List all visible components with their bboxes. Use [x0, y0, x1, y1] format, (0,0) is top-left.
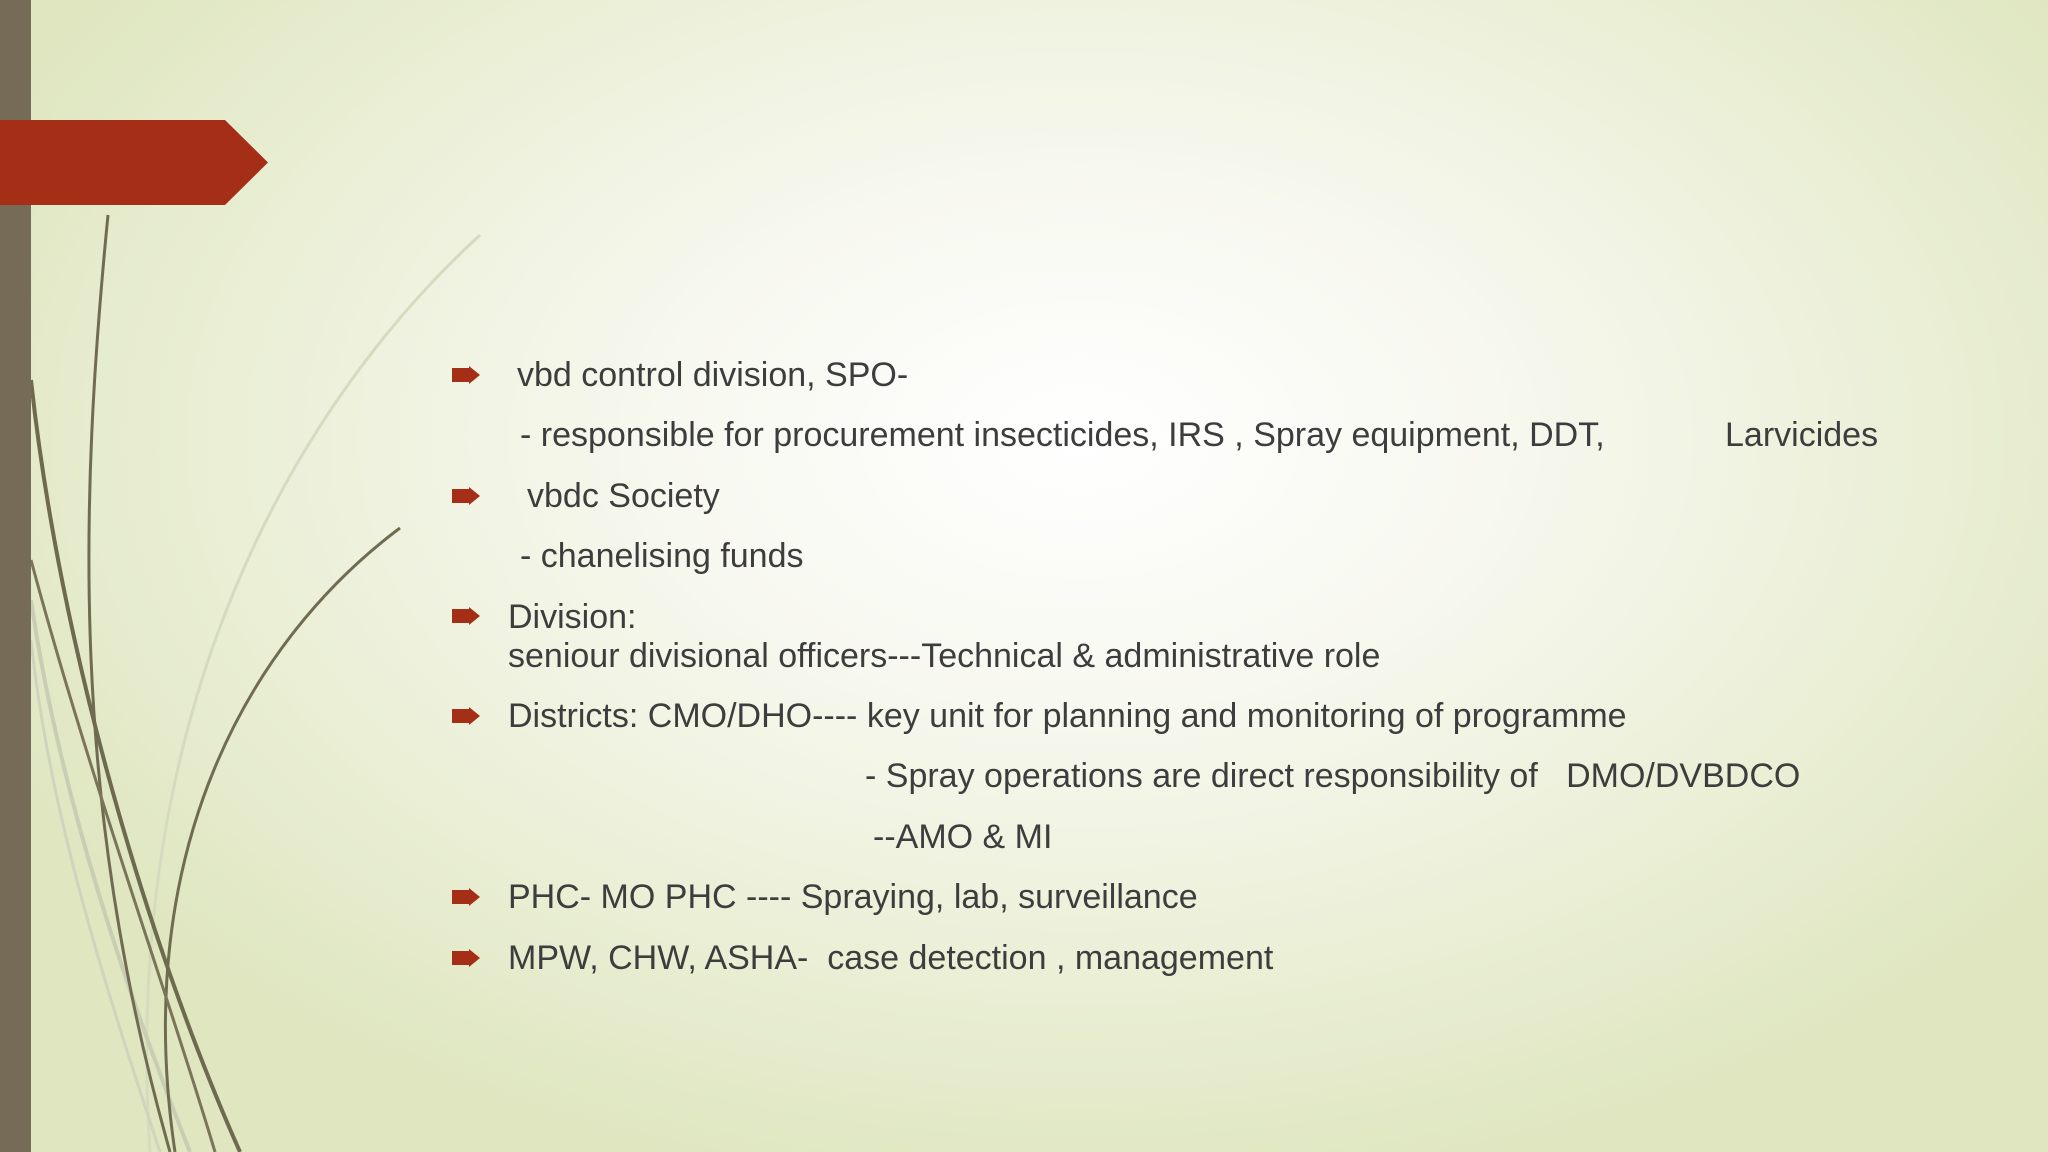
- arrow-bullet-icon: [452, 366, 480, 384]
- arrow-bullet-icon: [452, 487, 480, 505]
- list-item-vbd-control-division: vbd control division, SPO-: [517, 356, 909, 394]
- list-item-division-detail: seniour divisional officers---Technical & administrative role: [508, 637, 1381, 675]
- arrow-bullet-icon: [452, 607, 480, 625]
- sub-item-spray-operations: - Spray operations are direct responsibility of DMO/DVBDCO: [865, 757, 1801, 795]
- list-item-districts: Districts: CMO/DHO---- key unit for planning and monitoring of programme: [508, 697, 1627, 735]
- list-item-vbdc-society: vbdc Society: [527, 477, 720, 515]
- arrow-bullet-icon: [452, 707, 480, 725]
- sub-item-larvicides: Larvicides: [1725, 416, 1879, 454]
- arrow-bullet-icon: [452, 888, 480, 906]
- list-item-phc: PHC- MO PHC ---- Spraying, lab, surveillance: [508, 878, 1198, 916]
- arrow-bullet-icon: [452, 949, 480, 967]
- sub-item-funds: - chanelising funds: [520, 537, 804, 575]
- list-item-division: Division:: [508, 598, 637, 636]
- sub-item-responsible: - responsible for procurement insecticides, IRS , Spray equipment, DDT,: [520, 416, 1605, 454]
- list-item-mpw: MPW, CHW, ASHA- case detection , management: [508, 939, 1274, 977]
- sub-item-amo-mi: --AMO & MI: [873, 818, 1053, 856]
